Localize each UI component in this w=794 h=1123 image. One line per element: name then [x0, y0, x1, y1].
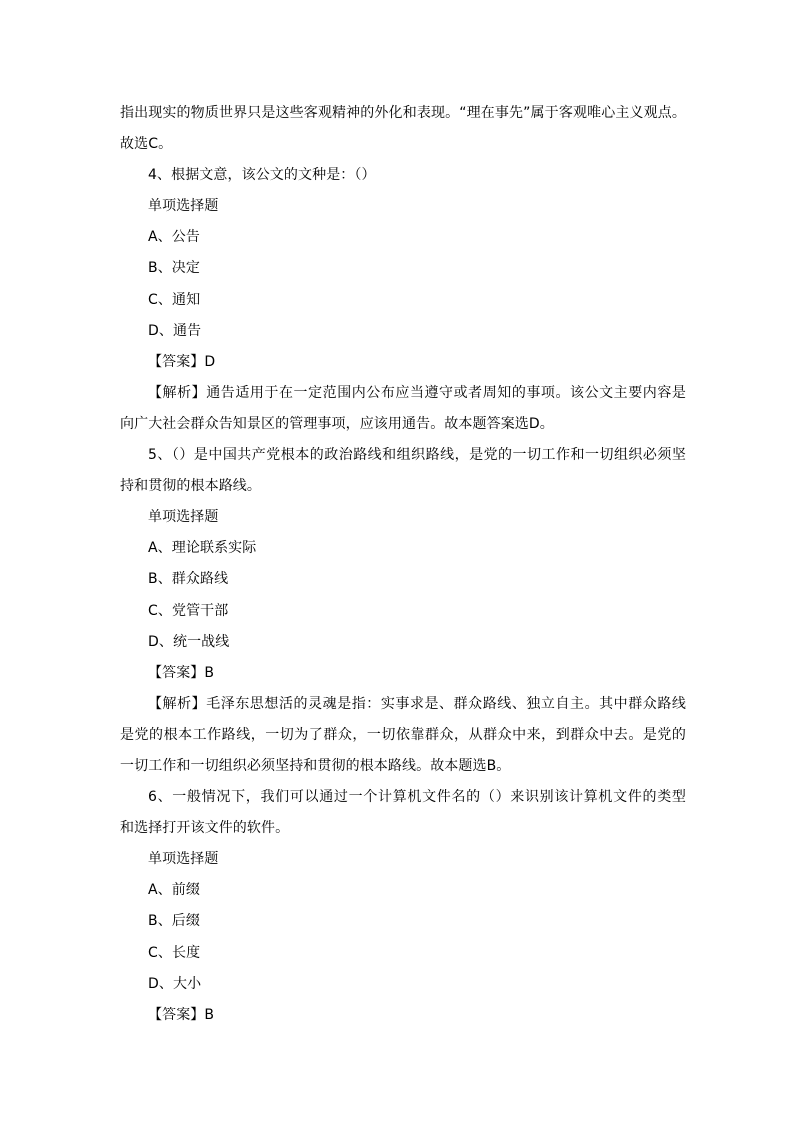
analysis-label: 【解析】	[148, 384, 207, 401]
question-5-option-d: D、统一战线	[148, 633, 230, 650]
question-6-stem: 6、一般情况下，我们可以通过一个计算机文件名的（）来识别该计算机文件的类型	[148, 789, 686, 806]
question-4-answer	[120, 347, 686, 378]
question-6-stem: 和选择打开该文件的软件。	[120, 820, 290, 837]
question-5-stem: 5、（）是中国共产党根本的政治路线和组织路线，是党的一切工作和一切组织必须坚	[148, 447, 686, 464]
answer-value: B	[204, 1006, 215, 1023]
paragraph-line: 故选C。	[120, 136, 173, 153]
question-5-option-c: C、党管干部	[148, 602, 229, 619]
question-4-type: 单项选择题	[148, 198, 219, 215]
analysis-label: 【解析】	[148, 695, 207, 712]
question-6-type: 单项选择题	[148, 851, 219, 868]
question-5-stem: 持和贯彻的根本路线。	[120, 478, 261, 495]
answer-label: 【答案】	[148, 353, 205, 370]
analysis-text: 通告适用于在一定范围内公布应当遵守或者周知的事项。该公文主要内容是	[206, 384, 686, 401]
question-4-analysis-line: 向广大社会群众告知景区的管理事项，应该用通告。故本题答案选D。	[120, 415, 554, 432]
question-5-type: 单项选择题	[148, 509, 219, 526]
question-4-analysis-line	[120, 378, 686, 409]
question-5-option-b: B、群众路线	[148, 571, 229, 588]
question-5-answer	[120, 658, 686, 689]
answer-label: 【答案】	[148, 664, 205, 681]
question-6-answer	[120, 1000, 686, 1031]
question-4-option-b: B、决定	[148, 260, 201, 277]
question-6-option-c: C、长度	[148, 944, 201, 961]
question-6-option-d: D、大小	[148, 975, 202, 992]
question-4-option-c: C、通知	[148, 291, 201, 308]
paragraph-line: 指出现实的物质世界只是这些客观精神的外化和表现。“理在事先”属于客观唯心主义观点。	[120, 105, 686, 121]
question-4-stem: 4、根据文意，该公文的文种是：（）	[148, 167, 376, 184]
question-5-analysis-line	[120, 689, 686, 720]
document-page	[120, 98, 686, 1031]
question-6-option-b: B、后缀	[148, 913, 201, 930]
question-5-analysis-line: 是党的根本工作路线，一切为了群众，一切依靠群众，从群众中来，到群众中去。是党的	[120, 726, 686, 743]
question-4-option-d: D、通告	[148, 322, 202, 339]
question-4-option-a: A、公告	[148, 229, 200, 246]
question-5-analysis-line: 一切工作和一切组织必须坚持和贯彻的根本路线。故本题选B。	[120, 757, 511, 774]
answer-label: 【答案】	[148, 1006, 205, 1023]
analysis-text: 毛泽东思想活的灵魂是指：实事求是、群众路线、独立自主。其中群众路线	[206, 695, 686, 712]
answer-value: D	[204, 353, 216, 370]
answer-value: B	[204, 664, 215, 681]
question-5-option-a: A、理论联系实际	[148, 540, 257, 557]
question-6-option-a: A、前缀	[148, 882, 200, 899]
